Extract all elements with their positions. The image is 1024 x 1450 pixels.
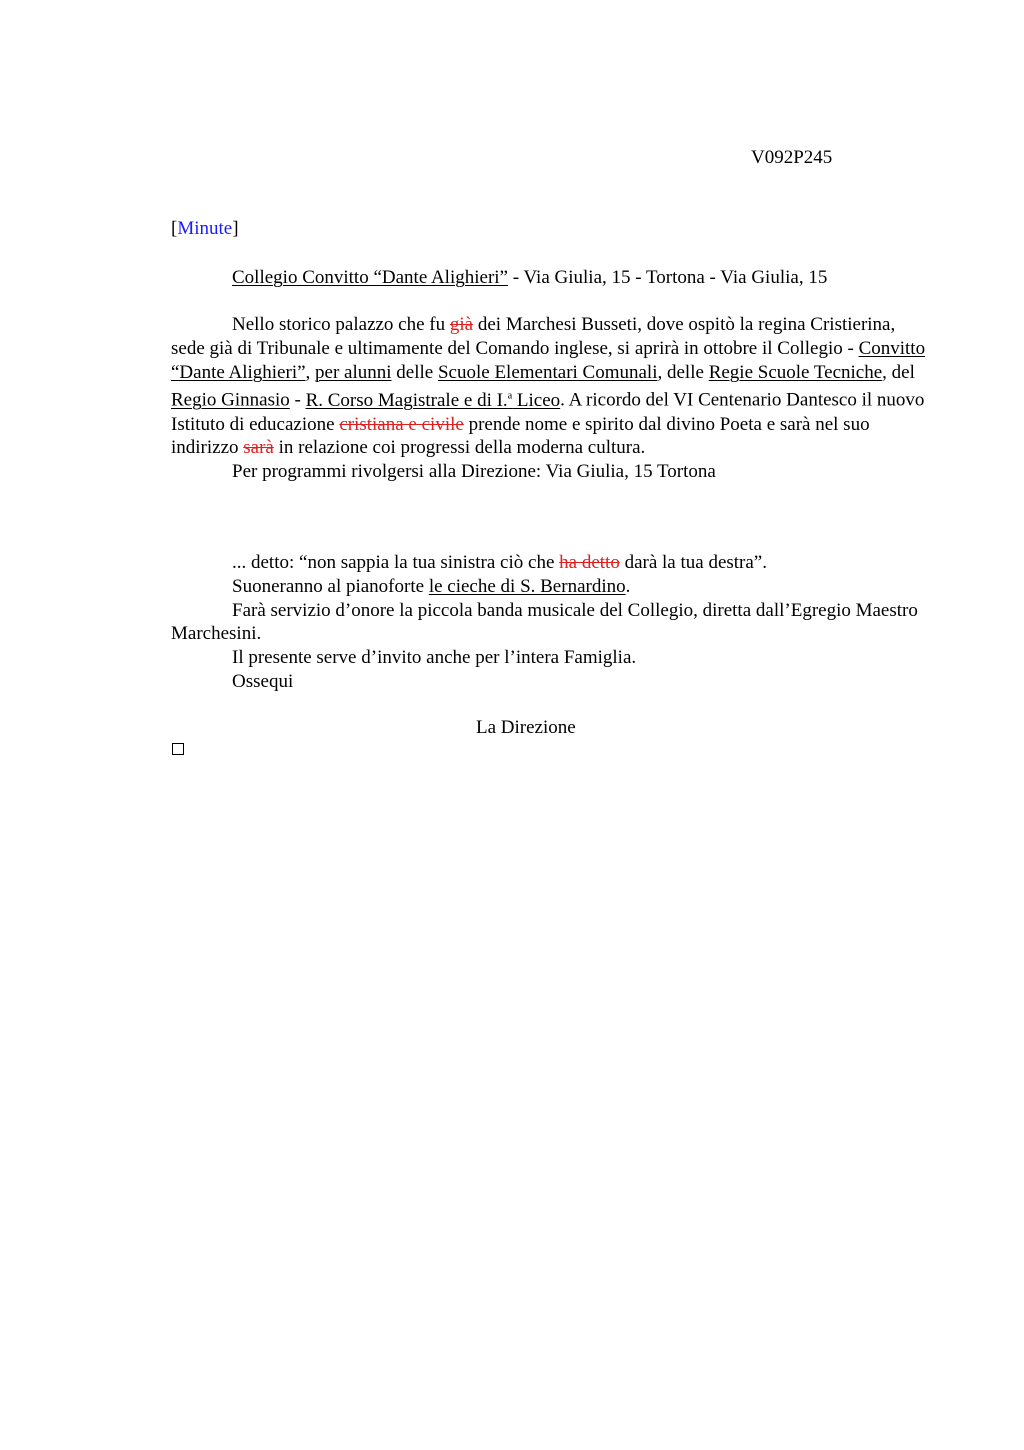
text-run: dei Marchesi Busseti, dove ospitò la regina Cristierina, sede già di Tribunale e ultimamente del Comando inglese, si aprirà in ottobre il Collegio - <box>171 314 896 359</box>
superscript: a <box>507 390 513 402</box>
reference-code: V092P245 <box>751 147 833 168</box>
paragraph-description <box>171 313 927 460</box>
paragraph-piano <box>171 575 927 599</box>
announcement-body <box>171 313 927 484</box>
text-run: prende nome e spirito dal divino Poeta e sarà nel suo indirizzo <box>171 413 870 459</box>
deleted-text: cristiana e civile <box>339 413 464 435</box>
underlined-text <box>306 390 561 411</box>
header-institution: Collegio Convitto “Dante Alighieri” <box>232 267 508 288</box>
signature: La Direzione <box>476 717 576 738</box>
underlined-text: Scuole Elementari Comunali <box>437 361 658 383</box>
invitation-body <box>171 551 927 694</box>
paragraph-band: Farà servizio d’onore la piccola banda musicale del Collegio, diretta dall’Egregio Maestro Marchesini. <box>171 599 918 645</box>
letter-header <box>171 266 927 290</box>
text-run: . A ricordo del VI Centenario Dantesco il nuovo Istituto di educazione <box>171 389 925 435</box>
minute-label <box>171 218 239 240</box>
text-run: . <box>625 575 631 597</box>
minute-open-bracket: [ <box>171 218 178 239</box>
text-run: darà la tua destra”. <box>619 552 767 573</box>
underlined-text: Regio Ginnasio <box>171 389 290 411</box>
paragraph-regards: Ossequi <box>232 670 294 692</box>
minute-link[interactable]: Minute <box>177 218 233 239</box>
text-run: Suoneranno al pianoforte <box>232 575 429 597</box>
underlined-text: per alunni <box>315 361 392 383</box>
text-run: , delle <box>657 361 709 383</box>
underlined-text: Regie Scuole Tecniche <box>708 361 883 383</box>
text-run: in relazione coi progressi della moderna cultura. <box>273 437 646 459</box>
minute-close-bracket: ] <box>232 218 239 239</box>
text-run: , del <box>882 361 915 383</box>
text-run: R. Corso Magistrale e di I. <box>305 389 508 411</box>
paragraph-contacts: Per programmi rivolgersi alla Direzione: Via Giulia, 15 Tortona <box>232 461 716 483</box>
text-run: , <box>305 361 316 383</box>
text-run: - <box>289 389 306 411</box>
underlined-text: Convitto “Dante Alighieri” <box>171 337 926 383</box>
text-run: delle <box>391 361 438 383</box>
deleted-text: sarà <box>243 437 274 459</box>
deleted-text: già <box>449 314 474 335</box>
checkbox-square <box>172 743 184 755</box>
header-line <box>171 266 927 290</box>
paragraph-invitation: Il presente serve d’invito anche per l’intera Famiglia. <box>232 647 637 669</box>
text-run: Nello storico palazzo che fu <box>232 314 450 335</box>
text-run: ... detto: “non sappia la tua sinistra ciò che <box>232 552 560 573</box>
paragraph-quote <box>171 551 927 575</box>
deleted-text: ha detto <box>559 552 620 573</box>
underlined-text: le cieche di S. Bernardino <box>428 575 626 597</box>
text-run: Liceo <box>512 389 561 411</box>
header-address: - Via Giulia, 15 - Tortona - Via Giulia, 15 <box>507 267 828 288</box>
